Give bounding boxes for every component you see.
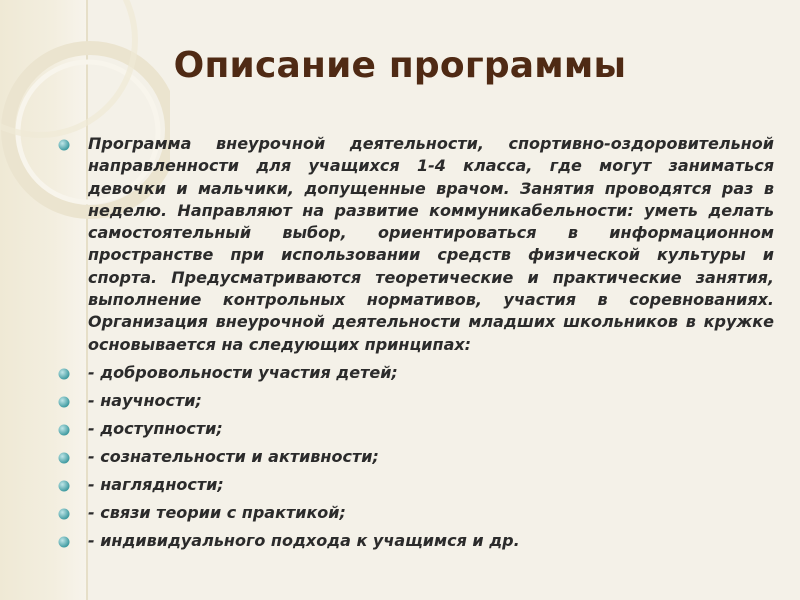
bullet-icon <box>58 368 70 380</box>
slide-body <box>56 133 774 558</box>
bullet-icon <box>58 508 70 520</box>
principle-text: - научности; <box>88 390 202 410</box>
list-item <box>56 418 774 440</box>
bullet-icon <box>58 424 70 436</box>
description-text: Программа внеурочной деятельности, спортивно-оздоровительной направленности для учащихся 1-4 класса, где могут заниматься девочки и мальчики, допущенные врачом. Занятия проводятся раз в неделю. Направляют на развитие коммуникабельности: уметь делать самостоятельный выбор, ориентироваться в информационном пространстве при использовании средств физической культуры и спорта. Предусматриваются теоретические и практические занятия, выполнение контрольных нормативов, участия в соревнованиях. Организация внеурочной деятельности младших школьников в кружке основывается на следующих принципах: <box>88 134 774 354</box>
list-item <box>56 502 774 524</box>
bullet-icon <box>58 139 70 151</box>
slide-title: Описание программы <box>173 45 627 86</box>
bullet-icon <box>58 480 70 492</box>
list-item <box>56 390 774 412</box>
principle-text: - сознательности и активности; <box>88 446 379 466</box>
bullet-icon <box>58 536 70 548</box>
list-item <box>56 362 774 384</box>
principle-text: - связи теории с практикой; <box>88 502 346 522</box>
principle-text: - добровольности участия детей; <box>88 362 398 382</box>
principle-text: - наглядности; <box>88 474 224 494</box>
list-item <box>56 530 774 552</box>
bullet-icon <box>58 452 70 464</box>
principle-text: - доступности; <box>88 418 223 438</box>
list-item <box>56 474 774 496</box>
principle-text: - индивидуального подхода к учащимся и др. <box>88 530 520 550</box>
list-item-description <box>56 133 774 356</box>
list-item <box>56 446 774 468</box>
bullet-icon <box>58 396 70 408</box>
